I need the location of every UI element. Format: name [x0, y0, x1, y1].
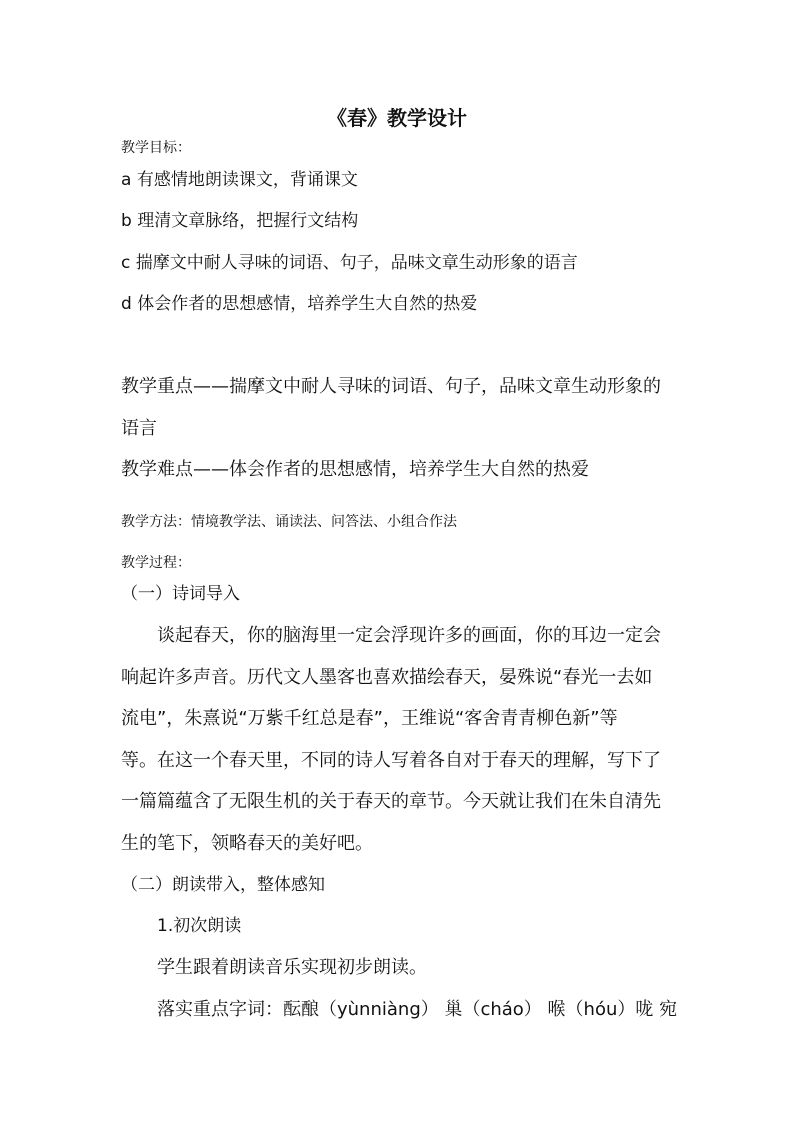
vocabulary-line: 落实重点字词：酝酿（yùnniàng） 巢（cháo） 喉（hóu）咙 宛 — [157, 999, 678, 1020]
process-heading: 教学过程： — [121, 555, 191, 571]
section-1-heading: （一）诗词导入 — [121, 584, 240, 604]
objective-a: a 有感情地朗读课文，背诵课文 — [121, 170, 358, 190]
section-1-paragraph-line-3: 流电”，朱熹说“万紫千红总是春”，王维说“客舍青青柳色新”等 — [121, 708, 618, 729]
objective-d: d 体会作者的思想感情，培养学生大自然的热爱 — [121, 294, 478, 314]
objective-c: c 揣摩文中耐人寻味的词语、句子，品味文章生动形象的语言 — [121, 253, 578, 273]
section-2-heading: （二）朗读带入，整体感知 — [121, 875, 325, 895]
section-1-paragraph-line-4: 等。在这一个春天里，不同的诗人写着各自对于春天的理解，写下了 — [121, 750, 661, 771]
objective-b: b 理清文章脉络，把握行文结构 — [121, 211, 359, 231]
section-1-paragraph-line-1: 谈起春天，你的脑海里一定会浮现许多的画面，你的耳边一定会 — [157, 625, 661, 646]
step-1-heading: 1.初次朗读 — [157, 916, 242, 936]
teaching-methods: 教学方法：情境教学法、诵读法、问答法、小组合作法 — [121, 514, 457, 530]
section-1-paragraph-line-5: 一篇篇蕴含了无限生机的关于春天的章节。今天就让我们在朱自清先 — [121, 791, 661, 812]
section-1-paragraph-line-2: 响起许多声音。历代文人墨客也喜欢描绘春天，晏殊说“春光一去如 — [121, 667, 653, 688]
key-point-line-2: 语言 — [121, 418, 157, 439]
step-1-text: 学生跟着朗读音乐实现初步朗读。 — [157, 957, 427, 978]
section-1-paragraph-line-6: 生的笔下，领略春天的美好吧。 — [121, 833, 373, 854]
objectives-heading: 教学目标： — [121, 140, 191, 156]
key-point-line-1: 教学重点——揣摩文中耐人寻味的词语、句子，品味文章生动形象的 — [121, 376, 661, 397]
teaching-difficulty: 教学难点——体会作者的思想感情，培养学生大自然的热爱 — [121, 459, 589, 480]
document-title: 《春》教学设计 — [327, 106, 467, 130]
